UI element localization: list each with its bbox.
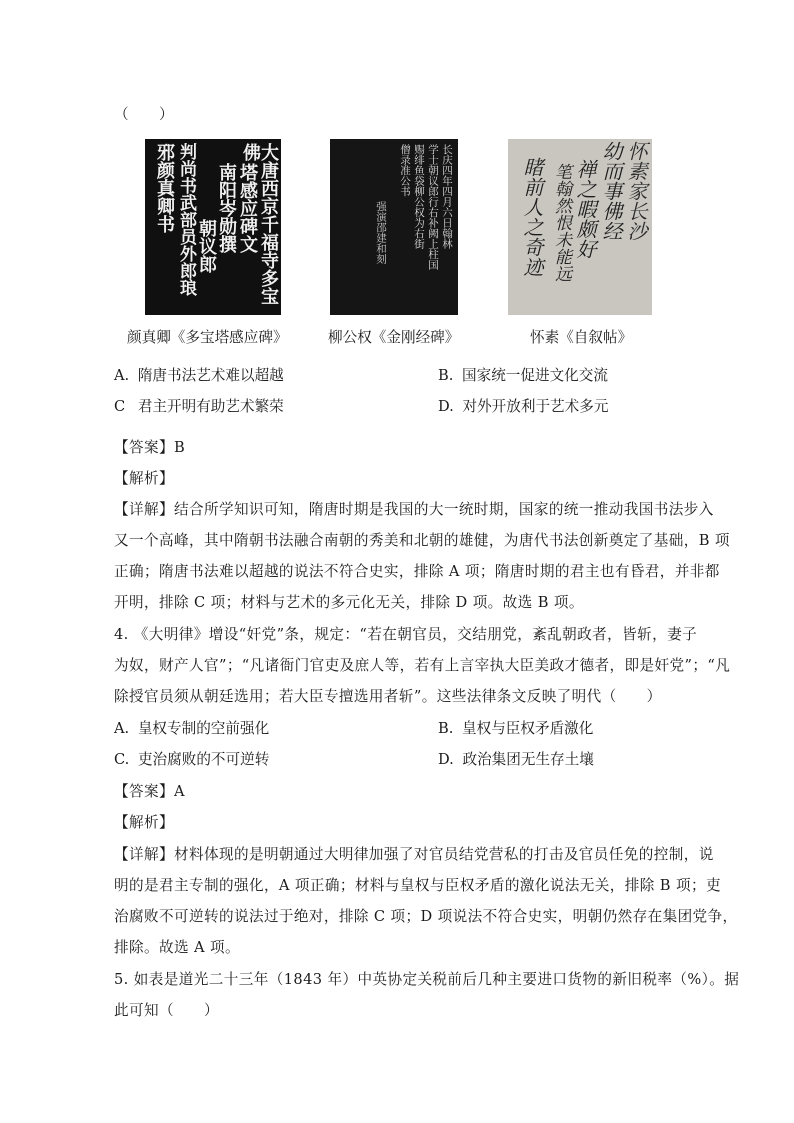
inscription-column: 赐绯鱼袋柳公权为右街 xyxy=(413,144,425,249)
option-text: 政治集团无生存土壤 xyxy=(462,751,594,768)
q4-stem-line: 除授官员须从朝廷选用；若大臣专擅选用者斩”。这些法律条文反映了明代（ ） xyxy=(114,688,662,705)
q3-detail-line: 又一个高峰，其中隋朝书法融合南朝的秀美和北朝的雄健，为唐代书法创新奠定了基础，B 项 xyxy=(114,532,730,549)
option-text: 吏治腐败的不可逆转 xyxy=(137,751,270,768)
calligraphy-image-yan-zhenqing xyxy=(145,139,281,315)
q3-detail-line: 正确；隋唐书法难以超越的说法不符合史实，排除 A 项；隋唐时期的君主也有昏君，并非都 xyxy=(114,563,720,580)
inscription-column: 睹前人之奇迹 xyxy=(520,157,544,277)
option-label: A. xyxy=(114,720,130,737)
question-3-paren: （ ） xyxy=(114,106,174,123)
inscription-column: 南阳岑勋撰 xyxy=(216,163,237,253)
answer-value: A xyxy=(173,783,185,800)
q4-option-b xyxy=(438,717,593,738)
answer-value: B xyxy=(173,439,186,456)
inscription-column: 邪颜真卿书 xyxy=(154,143,175,233)
q4-option-c xyxy=(114,748,269,769)
option-label: D. xyxy=(438,398,454,415)
option-text: 隋唐书法艺术难以超越 xyxy=(137,367,284,384)
q4-answer xyxy=(114,780,185,801)
q5-stem-line: 此可知（ ） xyxy=(114,1002,219,1019)
q4-option-a xyxy=(114,717,269,738)
q3-option-a xyxy=(114,364,284,385)
q4-option-d xyxy=(438,748,594,769)
option-label: C xyxy=(114,398,126,415)
q5-stem-line: 5. 如表是道光二十三年（1843 年）中英协定关税前后几种主要进口货物的新旧税率（%）。据 xyxy=(114,971,740,988)
option-label: B. xyxy=(438,720,454,737)
option-label: C. xyxy=(114,751,130,768)
inscription-column: 塔感应碑文 xyxy=(237,163,258,253)
q3-option-b xyxy=(438,364,608,385)
inscription-column: 怀素家长沙 xyxy=(624,141,648,241)
option-label: B. xyxy=(438,367,454,384)
option-label: D. xyxy=(438,751,454,768)
answer-tag: 【答案】 xyxy=(114,439,174,456)
calligraphy-image-huai-su xyxy=(508,139,652,315)
answer-tag: 【答案】 xyxy=(114,783,174,800)
q4-stem-line: 4. 《大明律》增设“奸党”条，规定：“若在朝官员，交结朋党，紊乱朝政者，皆斩，妻子 xyxy=(114,626,698,643)
q4-stem-line: 为奴，财产人官”；“凡诸衙门官吏及庶人等，若有上言宰执大臣美政才德者，即是奸党”；“凡 xyxy=(114,657,731,674)
inscription-column: 学士朝议郎行右补阙上柱国 xyxy=(427,144,439,270)
q4-analysis-tag: 【解析】 xyxy=(114,814,174,831)
option-text: 皇权专制的空前强化 xyxy=(137,720,270,737)
q3-option-d xyxy=(438,395,608,416)
caption-liu-gongquan: 柳公权《金刚经碑》 xyxy=(328,329,460,346)
calligraphy-image-liu-gongquan xyxy=(330,139,458,315)
inscription-column: 大唐西京千福寺多宝佛 xyxy=(240,143,279,305)
q3-option-c xyxy=(114,395,284,416)
caption-huai-su: 怀素《自叙帖》 xyxy=(530,329,633,346)
q3-analysis-tag: 【解析】 xyxy=(114,470,174,487)
option-text: 对外开放利于艺术多元 xyxy=(462,398,609,415)
q4-detail-line: 排除。故选 A 项。 xyxy=(114,939,240,956)
q3-detail-line: 开明，排除 C 项；材料与艺术的多元化无关，排除 D 项。故选 B 项。 xyxy=(114,594,584,611)
q4-detail-line: 治腐败不可逆转的说法过于绝对，排除 C 项；D 项说法不符合史实，明朝仍然存在集团党争， xyxy=(114,908,738,925)
inscription-column: 长庆四年四月六日翰林 xyxy=(441,144,453,249)
inscription-column: 判尚书武部员外郎琅 xyxy=(176,143,196,296)
option-text: 国家统一促进文化交流 xyxy=(462,367,608,384)
inscription-column: 强演邵建和刻 xyxy=(375,201,387,264)
inscription-column: 禅之暇颇好 xyxy=(573,159,597,259)
q3-answer xyxy=(114,436,185,457)
option-label: A. xyxy=(114,367,130,384)
q4-detail-line: 【详解】材料体现的是明朝通过大明律加强了对官员结党营私的打击及官员任免的控制，说 xyxy=(114,846,714,863)
caption-yan-zhenqing: 颜真卿《多宝塔感应碑》 xyxy=(127,329,288,346)
inscription-column: 僧录准公书 xyxy=(399,144,411,197)
inscription-column: 朝议郎 xyxy=(196,219,217,273)
q3-detail-line: 【详解】结合所学知识可知，隋唐时期是我国的大一统时期，国家的统一推动我国书法步入 xyxy=(114,501,714,518)
inscription-column: 幼而事佛经 xyxy=(599,141,623,241)
q4-detail-line: 明的是君主专制的强化，A 项正确；材料与皇权与臣权矛盾的激化说法无关，排除 B 项；吏 xyxy=(114,877,721,894)
option-text: 皇权与臣权矛盾激化 xyxy=(462,720,594,737)
option-text: 君主开明有助艺术繁荣 xyxy=(137,398,284,415)
inscription-column: 笔翰然恨未能远 xyxy=(551,163,571,282)
